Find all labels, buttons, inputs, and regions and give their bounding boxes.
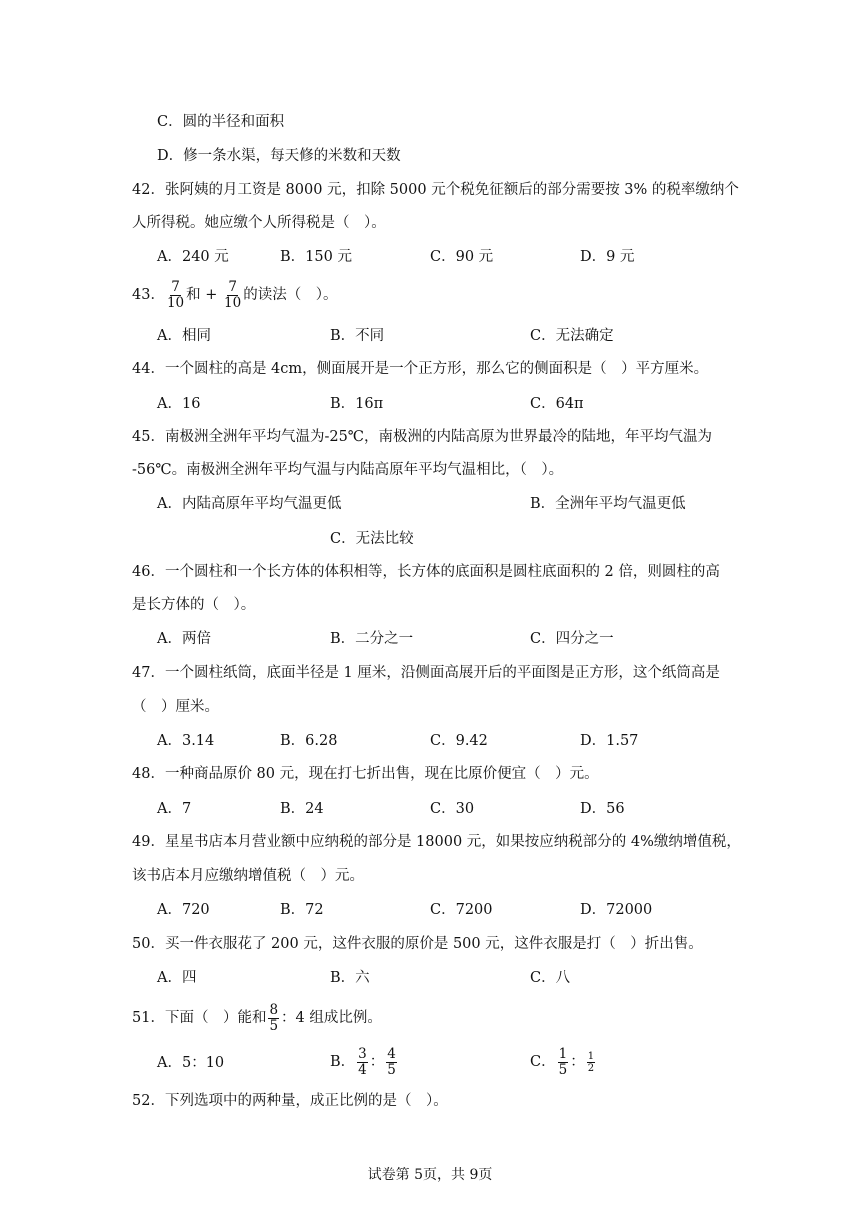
q43-number: 43． — [132, 287, 165, 303]
q46-text-line2: 是长方体的（ ）。 — [132, 597, 256, 613]
fraction-denominator: 4 — [358, 1061, 367, 1078]
q44-option-a: A．16 — [157, 396, 201, 412]
q47-option-d: D．1.57 — [580, 733, 639, 749]
q46-text-line1: 46．一个圆柱和一个长方体的体积相等，长方体的底面积是圆柱底面积的 2 倍，则圆柱的高 — [132, 564, 720, 580]
fraction — [558, 1047, 569, 1078]
fraction — [224, 280, 241, 311]
q48-option-c: C．30 — [430, 801, 475, 817]
q42-text-line2: 人所得税。她应缴个人所得税是（ ）。 — [132, 215, 386, 231]
q50-option-a: A．四 — [157, 970, 197, 986]
q48-text: 48．一种商品原价 80 元，现在打七折出售，现在比原价便宜（ ）元。 — [132, 766, 599, 782]
page-footer: 试卷第 5页，共 9页 — [367, 1167, 493, 1183]
fraction-denominator: 5 — [558, 1061, 568, 1078]
q51-suffix: ：4 组成比例。 — [281, 1010, 382, 1026]
q48-option-d: D．56 — [580, 801, 625, 817]
q47-text-line2: （ ）厘米。 — [132, 699, 219, 715]
q44-text: 44．一个圆柱的高是 4cm，侧面展开是一个正方形，那么它的侧面积是（ ）平方厘米。 — [132, 361, 709, 377]
fraction — [268, 1003, 279, 1034]
option-label: C． — [530, 1054, 556, 1070]
q43-option-c: C．无法确定 — [530, 328, 614, 344]
q46-option-b: B．二分之一 — [330, 631, 414, 647]
q46-option-c: C．四分之一 — [530, 631, 614, 647]
q49-text-line1: 49．星星书店本月营业额中应纳税的部分是 18000 元，如果按应纳税部分的 4%缴纳增值税， — [132, 834, 741, 850]
option-label: B． — [330, 1054, 356, 1070]
q45-text-line1: 45．南极洲全洲年平均气温为-25℃，南极洲的内陆高原为世界最冷的陆地，年平均气温为 — [132, 429, 713, 445]
q43-option-a: A．相同 — [157, 328, 211, 344]
q49-text-line2: 该书店本月应缴纳增值税（ ）元。 — [132, 868, 364, 884]
q45-option-c: C．无法比较 — [330, 531, 414, 547]
q51-option-b — [330, 1042, 399, 1082]
q43-suffix: 的读法（ ）。 — [243, 287, 338, 303]
q45-text-line2: -56℃。南极洲全洲年平均气温与内陆高原年平均气温相比，（ ）。 — [132, 462, 564, 478]
q50-text: 50．买一件衣服花了 200 元，这件衣服的原价是 500 元，这件衣服是打（ ）折出售。 — [132, 936, 703, 952]
q51-option-c — [530, 1042, 597, 1082]
q42-option-b: B．150 元 — [280, 249, 352, 265]
q41-option-c: C．圆的半径和面积 — [157, 114, 285, 130]
q51-prefix: 51．下面（ ）能和 — [132, 1010, 267, 1026]
q42-option-d: D．9 元 — [580, 249, 635, 265]
q49-option-c: C．7200 — [430, 902, 493, 918]
fraction-numerator: 7 — [228, 278, 237, 295]
ratio-separator: ： — [570, 1054, 585, 1070]
q44-option-c: C．64π — [530, 396, 584, 412]
fraction-numerator: 1 — [558, 1045, 568, 1062]
q51-option-a: A．5：10 — [157, 1055, 225, 1071]
fraction-numerator: 1 — [587, 1050, 595, 1062]
fraction-numerator: 3 — [358, 1045, 367, 1062]
q52-text: 52．下列选项中的两种量，成正比例的是（ ）。 — [132, 1093, 448, 1109]
q43-text — [132, 278, 337, 312]
fraction — [587, 1051, 595, 1074]
q47-option-c: C．9.42 — [430, 733, 488, 749]
q51-text — [132, 1001, 382, 1035]
fraction-denominator: 5 — [269, 1017, 279, 1034]
q50-option-c: C．八 — [530, 970, 571, 986]
q47-text-line1: 47．一个圆柱纸筒，底面半径是 1 厘米，沿侧面高展开后的平面图是正方形，这个纸筒高是 — [132, 665, 720, 681]
q42-option-c: C．90 元 — [430, 249, 494, 265]
fraction — [386, 1047, 397, 1078]
fraction-denominator: 10 — [224, 294, 242, 311]
q47-option-a: A．3.14 — [157, 733, 215, 749]
q44-option-b: B．16π — [330, 396, 384, 412]
q45-option-b: B．全洲年平均气温更低 — [530, 496, 686, 512]
q42-text-line1: 42．张阿姨的月工资是 8000 元，扣除 5000 元个税免征额后的部分需要按 3% 的税率缴纳个 — [132, 182, 739, 198]
fraction — [167, 280, 184, 311]
fraction-denominator: 10 — [166, 294, 185, 311]
q47-option-b: B．6.28 — [280, 733, 338, 749]
q43-option-b: B．不同 — [330, 328, 385, 344]
q41-option-d: D．修一条水渠，每天修的米数和天数 — [157, 148, 401, 164]
fraction-numerator: 4 — [387, 1045, 396, 1062]
fraction-denominator: 5 — [387, 1061, 396, 1078]
fraction-numerator: 7 — [171, 278, 180, 295]
q43-mid: 和 + — [186, 287, 223, 303]
fraction-denominator: 2 — [587, 1062, 595, 1074]
ratio-separator: ： — [369, 1054, 385, 1070]
q46-option-a: A．两倍 — [157, 631, 211, 647]
fraction-numerator: 8 — [269, 1001, 279, 1018]
q45-option-a: A．内陆高原年平均气温更低 — [157, 496, 342, 512]
q42-option-a: A．240 元 — [157, 249, 229, 265]
q48-option-a: A．7 — [157, 801, 192, 817]
q48-option-b: B．24 — [280, 801, 324, 817]
q50-option-b: B．六 — [330, 970, 370, 986]
q49-option-b: B．72 — [280, 902, 324, 918]
q49-option-a: A．720 — [157, 902, 210, 918]
fraction — [357, 1047, 368, 1078]
q49-option-d: D．72000 — [580, 902, 653, 918]
